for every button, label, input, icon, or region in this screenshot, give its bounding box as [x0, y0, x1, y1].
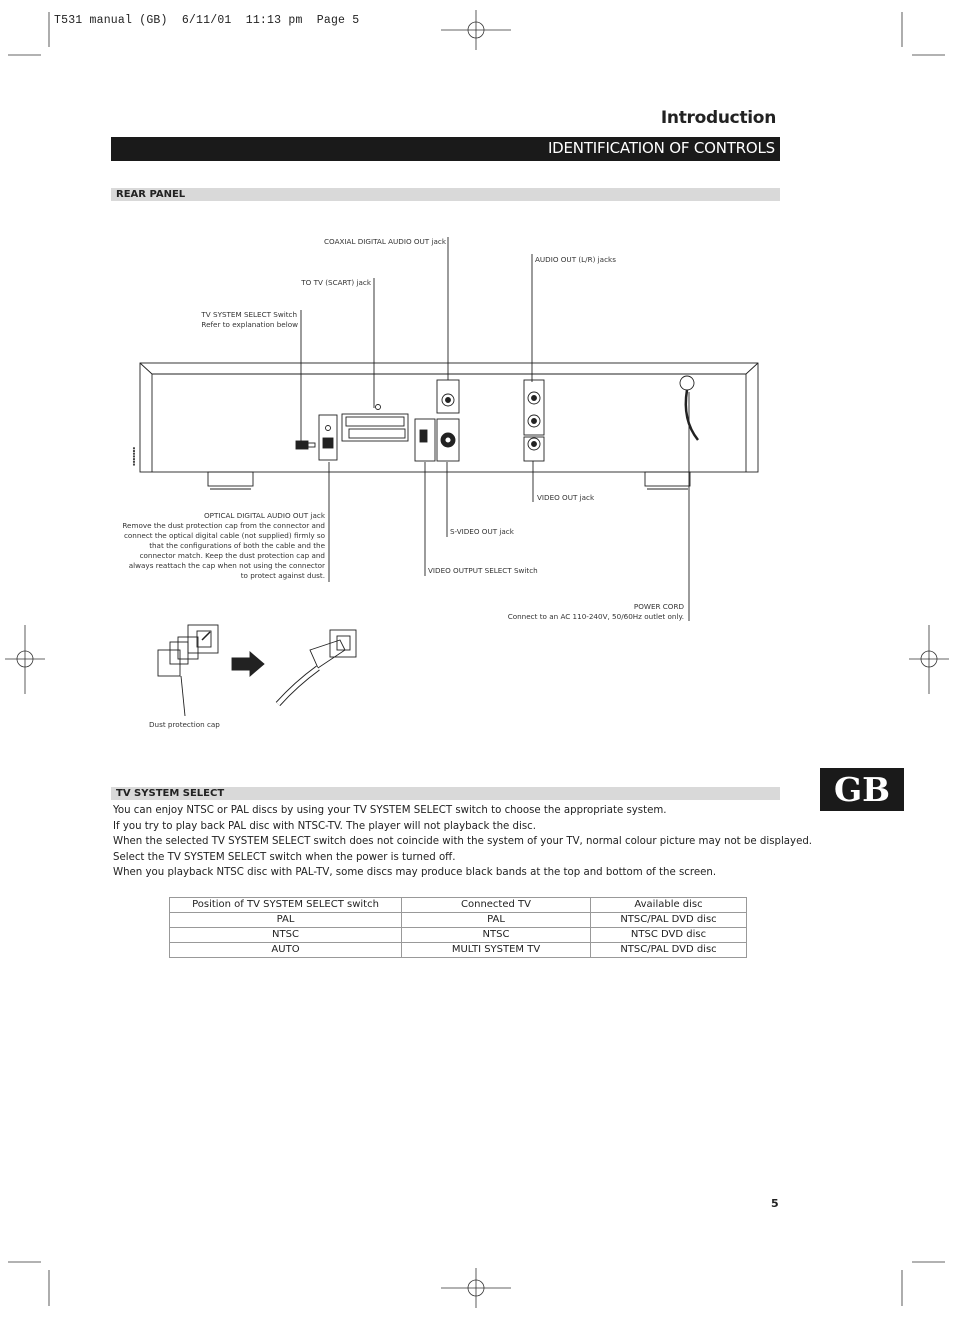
- paragraph: Select the TV SYSTEM SELECT switch when the power is turned off.: [113, 851, 456, 863]
- callout-dust-cap: Dust protection cap: [149, 720, 220, 729]
- table-cell: PAL: [170, 913, 402, 928]
- callout-video-out: VIDEO OUT jack: [537, 493, 595, 502]
- callout-svideo: S-VIDEO OUT jack: [450, 527, 514, 536]
- table-cell: PAL: [402, 913, 591, 928]
- svg-text:▪▪▪▪▪▪▪: ▪▪▪▪▪▪▪: [131, 447, 136, 466]
- callout-optical-line: Remove the dust protection cap from the connector and: [122, 521, 325, 530]
- rear-panel-heading: REAR PANEL: [116, 189, 186, 200]
- callout-video-select: VIDEO OUTPUT SELECT Switch: [428, 566, 538, 575]
- table-cell: NTSC: [402, 928, 591, 943]
- callout-optical: [122, 511, 325, 581]
- table-cell: NTSC/PAL DVD disc: [591, 943, 747, 958]
- language-tab: GB: [820, 768, 904, 811]
- paragraph: You can enjoy NTSC or PAL discs by using your TV SYSTEM SELECT switch to choose the appropriate system.: [113, 805, 667, 816]
- table-cell: NTSC: [170, 928, 402, 943]
- table-row: [170, 928, 747, 943]
- table-row: [170, 913, 747, 928]
- callout-optical-line: OPTICAL DIGITAL AUDIO OUT jack: [204, 511, 325, 520]
- paragraph: When you playback NTSC disc with PAL-TV, some discs may produce black bands at the top and bottom of the screen.: [113, 867, 717, 879]
- paragraph: If you try to play back PAL disc with NTSC-TV. The player will not playback the disc.: [113, 820, 536, 832]
- table-cell: NTSC/PAL DVD disc: [591, 913, 747, 928]
- callout-power: [508, 602, 684, 622]
- callout-tv-system: [201, 310, 298, 330]
- table-cell: MULTI SYSTEM TV: [402, 943, 591, 958]
- table-cell: AUTO: [170, 943, 402, 958]
- tv-system-heading: TV SYSTEM SELECT: [116, 788, 225, 799]
- callout-tv-system-line-1: TV SYSTEM SELECT Switch: [201, 310, 298, 319]
- section-title: Introduction: [660, 108, 776, 128]
- table-header-cell: Position of TV SYSTEM SELECT switch: [170, 898, 402, 913]
- page-number: 5: [771, 1197, 779, 1210]
- callout-optical-line: connector match. Keep the dust protection cap and: [139, 551, 325, 560]
- table-header-row: [170, 898, 747, 913]
- print-header: T531 manual (GB) 6/11/01 11:13 pm Page 5: [54, 14, 360, 27]
- table-header-cell: Available disc: [591, 898, 747, 913]
- tv-system-heading-bar: [111, 787, 780, 800]
- callout-coaxial: COAXIAL DIGITAL AUDIO OUT jack: [324, 237, 446, 246]
- callout-tv-system-line-2: Refer to explanation below: [201, 320, 298, 329]
- callout-optical-line: connect the optical digital cable (not supplied) firmly so: [123, 531, 325, 540]
- tv-system-body: [113, 803, 812, 881]
- callout-scart: TO TV (SCART) jack: [301, 278, 371, 287]
- table-row: [170, 943, 747, 958]
- callout-optical-line: to protect against dust.: [240, 571, 325, 580]
- paragraph: When the selected TV SYSTEM SELECT switch does not coincide with the system of your TV, normal colour picture may not be displayed.: [113, 836, 813, 848]
- callout-power-line-1: POWER CORD: [633, 602, 684, 611]
- callout-audio-out: AUDIO OUT (L/R) jacks: [535, 255, 616, 264]
- bar-title: IDENTIFICATION OF CONTROLS: [547, 139, 775, 157]
- callout-optical-line: that the configurations of both the cable and the: [149, 541, 325, 550]
- table-header-cell: Connected TV: [402, 898, 591, 913]
- tv-system-table: [169, 897, 747, 958]
- callout-power-line-2: Connect to an AC 110-240V, 50/60Hz outlet only.: [507, 612, 684, 621]
- table-cell: NTSC DVD disc: [591, 928, 747, 943]
- callout-optical-line: always reattach the cap when not using the connector: [128, 561, 325, 570]
